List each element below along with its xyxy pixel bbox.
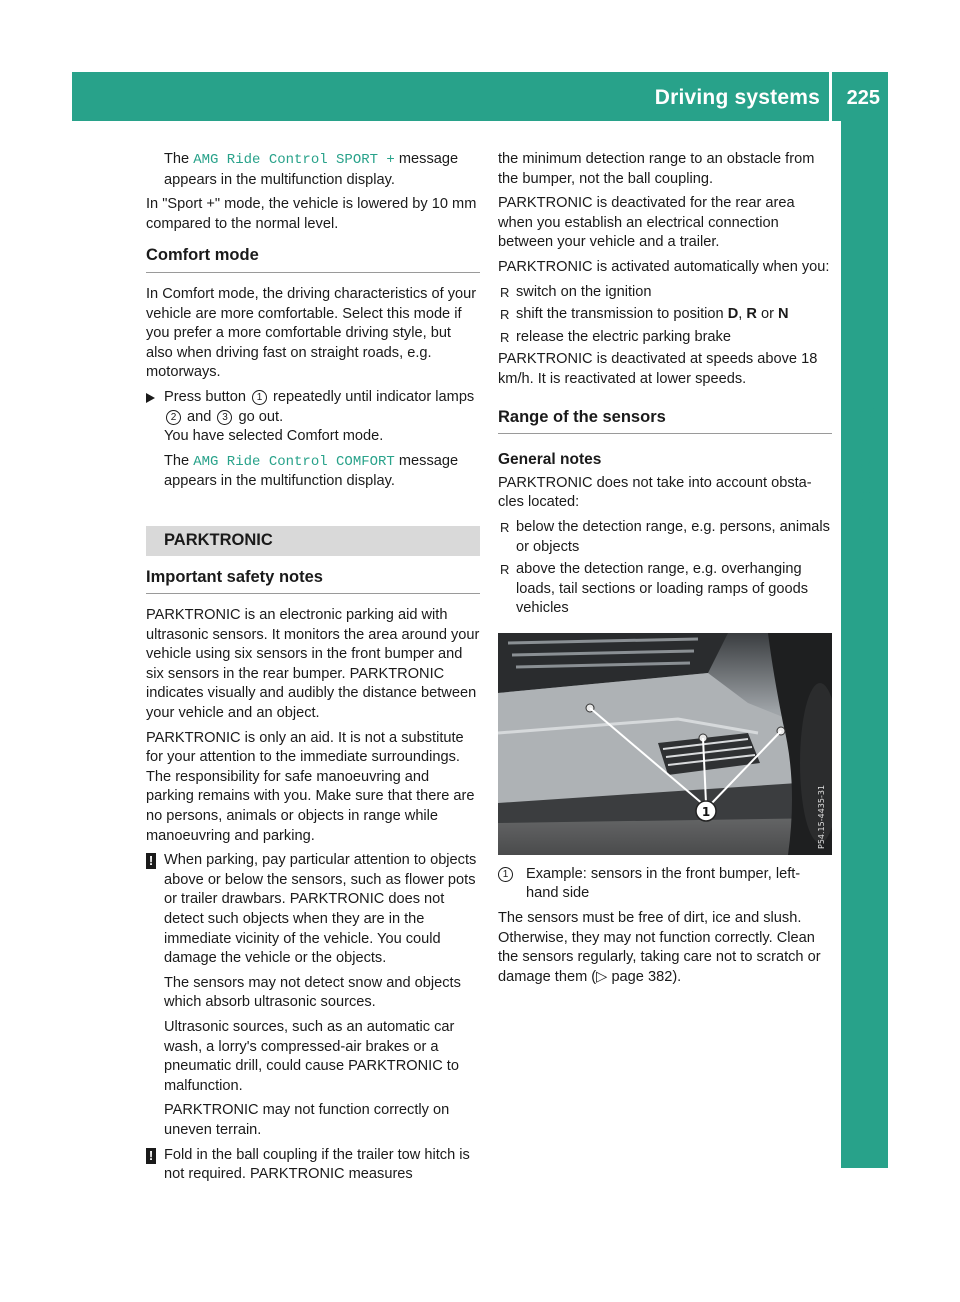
bullet-icon: R <box>500 329 510 345</box>
list-item: R below the detection range, e.g. persons, animals or objects <box>500 518 830 555</box>
ball-coupling-text: the minimum detection range to an obstacle from the bumper, not the ball coupling. <box>498 151 815 187</box>
bullet-icon: R <box>500 562 510 578</box>
step-arrow-icon <box>146 393 155 403</box>
safety-notes-heading: Important safety notes <box>146 568 480 595</box>
comfort-message-note: The AMG Ride Control COMFORT message appears in the multifunction display. <box>164 452 459 490</box>
header-divider <box>829 72 832 121</box>
side-tab-label: Driving and parking <box>853 406 876 604</box>
list-item: R shift the transmission to position D, R or N <box>498 305 832 325</box>
warning-note-1: ! When parking, pay particular attention to objects above or below the sensors, such as flower pots or trailer drawbars. PARKTRONIC does not detect such objects when they are in the immediate vicinity of the vehicle. You could damage the vehicle or the objects. The sensors may not detect snow and objects which absorb ultrasonic sources. Ultrasonic sources, such as an automatic car wash, a lorry's compressed-air brakes or a pneumatic drill, could cause PARKTRONIC to malfunction. PARKTRONIC may not function correctly on uneven terrain. <box>146 851 480 1140</box>
list-item: R switch on the ignition <box>498 283 832 303</box>
photo-caption: 1 Example: sensors in the front bumper, left-hand side <box>498 865 832 904</box>
front-bumper-sensors-photo <box>498 633 832 855</box>
obstacles-intro: PARKTRONIC does not take into account obstacles located: <box>498 474 812 511</box>
trailer-deactivation-text: PARKTRONIC is deactivated for the rear area when you establish an electrical connection between your vehicle and a trailer. <box>498 195 795 251</box>
chapter-title: Driving systems <box>654 86 820 109</box>
comfort-mode-heading: Comfort mode <box>146 246 480 273</box>
step-result: You have selected Comfort mode. <box>164 428 384 445</box>
bullet-icon: R <box>500 519 510 535</box>
safety-text-2: PARKTRONIC is only an aid. It is not a substitute for your attention to the immediate surroundings. The responsibility for safe manoeuvring and parking remains with you. Make sure that there are no persons, animals or objects in range while manoeuvring and parking. <box>146 729 475 844</box>
bumper-illustration <box>498 633 832 855</box>
safety-text-1: PARKTRONIC is an electronic parking aid with ultrasonic sensors. It monitors the area around your vehicle using six sensors in the front bumper and six sensors in the rear bumper. PARKTRONIC indicates visually and audibly the distance between your vehicle and an object. <box>146 607 480 722</box>
callout-2-icon: 2 <box>166 410 181 425</box>
sport-lowering-text: In "Sport +" mode, the vehicle is lowered by 10 mm compared to the normal level. <box>146 196 477 232</box>
speed-text: PARKTRONIC is deactivated at speeds above 18 km/h. It is reactivated at lower speeds. <box>498 351 818 387</box>
header-bar <box>72 72 888 121</box>
activation-intro: PARKTRONIC is activated automatically when you: <box>498 258 830 275</box>
list-item: R above the detection range, e.g. overhanging loads, tail sections or loading ramps of goods vehicles <box>500 561 809 617</box>
warning-icon: ! <box>146 853 156 869</box>
callout-1-icon: 1 <box>498 867 513 882</box>
page-number: 225 <box>846 87 880 109</box>
side-tab-bar <box>841 121 888 1168</box>
parktronic-section-bar: PARKTRONIC <box>146 526 480 556</box>
warning-icon: ! <box>146 1148 156 1164</box>
warning-note-2: ! Fold in the ball coupling if the trailer tow hitch is not required. PARKTRONIC measures <box>146 1146 480 1185</box>
comfort-step: Press button 1 repeatedly until indicator lamps 2 and 3 go out. <box>146 388 480 427</box>
list-item: R release the electric parking brake <box>498 328 832 348</box>
sport-message-note: The AMG Ride Control SPORT + message appears in the multifunction display. <box>164 151 459 188</box>
comfort-mode-text: In Comfort mode, the driving characteristics of your vehicle are more comfortable. Select this mode if you prefer a more comfortable driving style, but also when driving fast on straight roads, e.g. motorways. <box>146 285 477 381</box>
right-column <box>498 150 832 992</box>
callout-3-icon: 3 <box>217 410 232 425</box>
bullet-icon: R <box>500 307 510 323</box>
bullet-icon: R <box>500 284 510 300</box>
cleaning-text: The sensors must be free of dirt, ice and slush. Otherwise, they may not function correctly. Clean the sensors regularly, taking care not to scratch or damage them (▷ page 382). <box>498 910 821 985</box>
callout-1-icon: 1 <box>252 390 267 405</box>
range-heading: Range of the sensors <box>498 408 832 435</box>
left-column <box>146 150 480 1190</box>
photo-callout-1: 1 <box>701 804 711 819</box>
display-message-comfort: AMG Ride Control COMFORT <box>193 453 395 470</box>
page-reference-arrow-icon: ▷ <box>596 968 608 985</box>
display-message-sport: AMG Ride Control SPORT + <box>193 152 395 168</box>
photo-reference: P54.15-4435-31 <box>817 784 826 849</box>
side-tab-marker <box>841 840 888 886</box>
general-notes-heading: General notes <box>498 451 602 469</box>
